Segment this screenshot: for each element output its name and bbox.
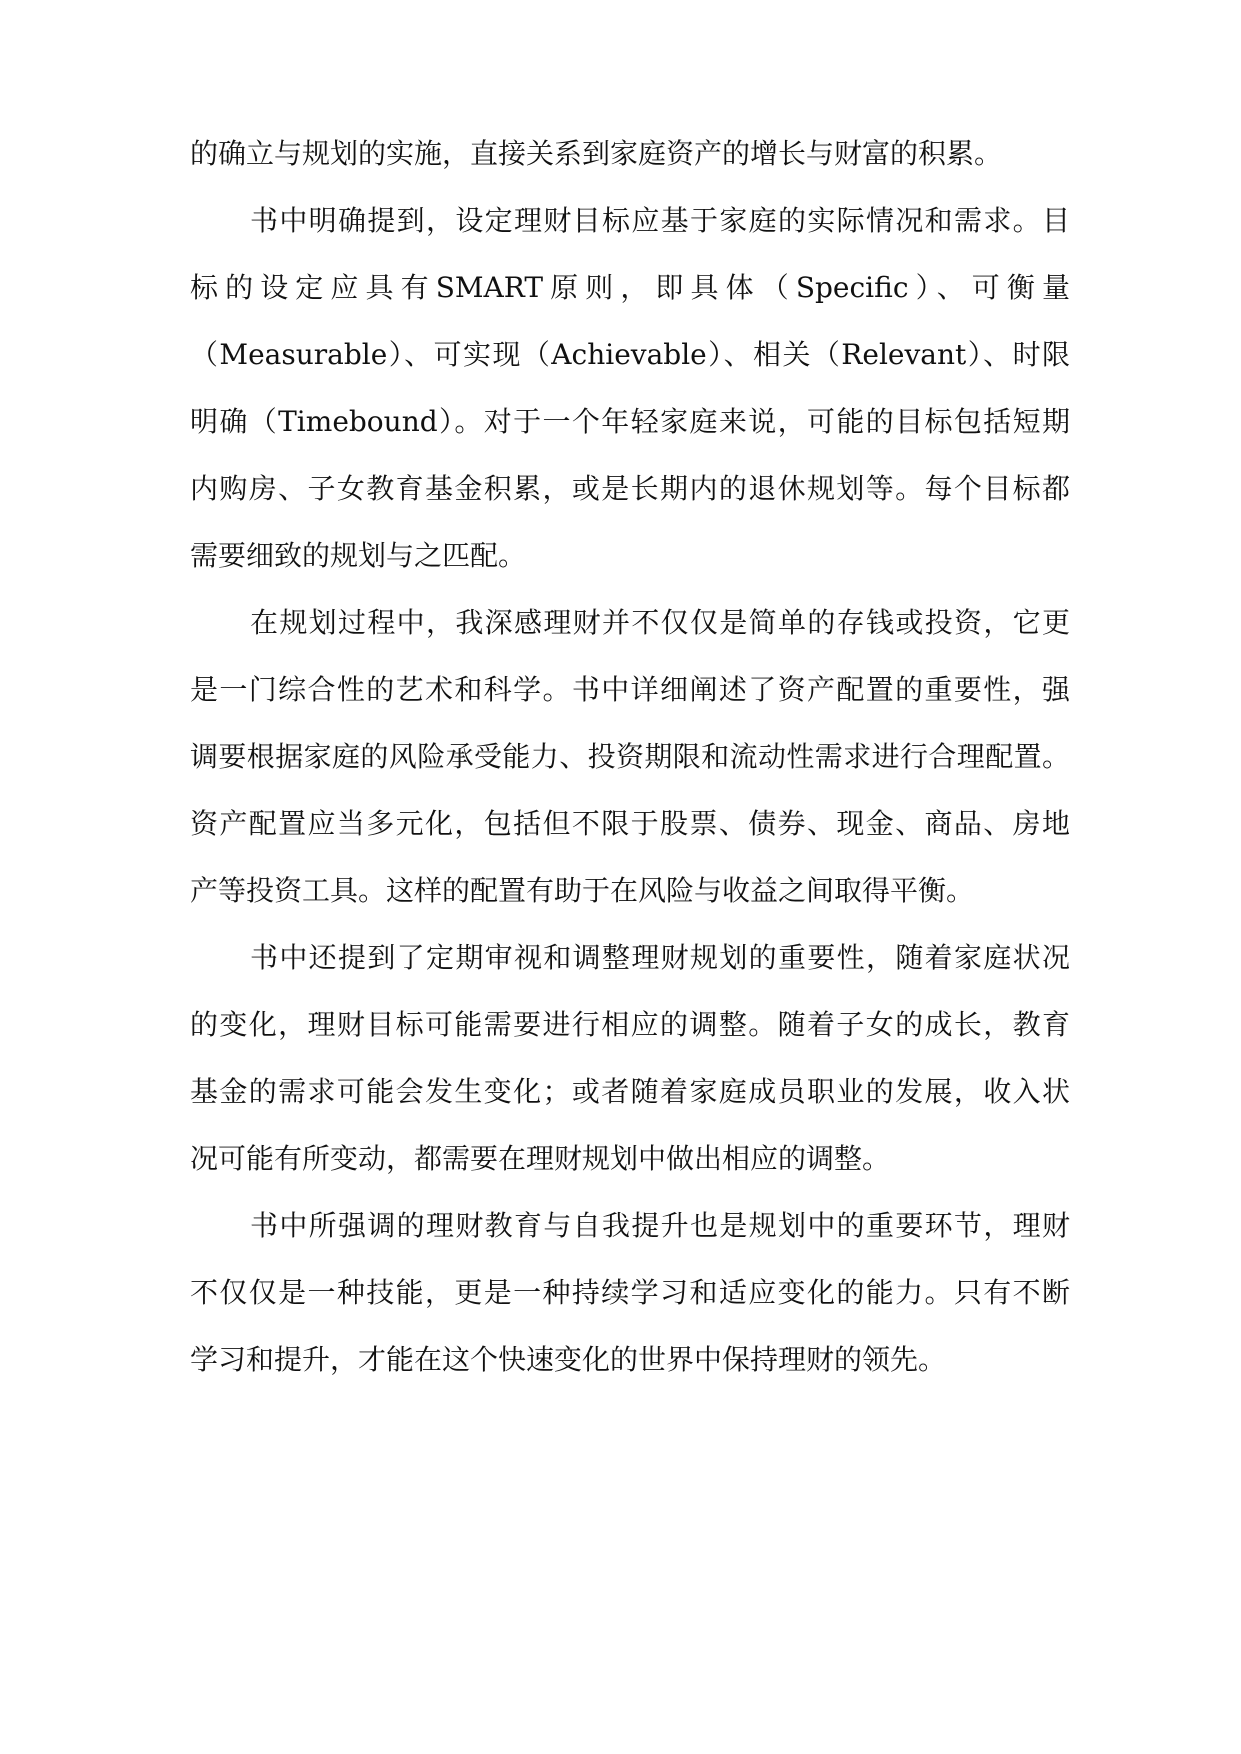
paragraph-line: 书中所强调的理财教育与自我提升也是规划中的重要环节，理财 <box>250 1209 1070 1242</box>
paragraph-line: 书中还提到了定期审视和调整理财规划的重要性，随着家庭状况 <box>250 941 1070 974</box>
paragraph-line: 的确立与规划的实施，直接关系到家庭资产的增长与财富的积累。 <box>190 137 1003 170</box>
paragraph-line: 需要细致的规划与之匹配。 <box>190 539 527 572</box>
paragraph-line: 标的设定应具有SMART原则，即具体（Specific）、可衡量 <box>190 271 1070 304</box>
paragraph-line: 不仅仅是一种技能，更是一种持续学习和适应变化的能力。只有不断 <box>190 1276 1070 1309</box>
paragraph-line: 是一门综合性的艺术和科学。书中详细阐述了资产配置的重要性，强 <box>190 673 1070 706</box>
paragraph-line: 内购房、子女教育基金积累，或是长期内的退休规划等。每个目标都 <box>190 472 1070 505</box>
paragraph-line: （Measurable）、可实现（Achievable）、相关（Relevant）、时限 <box>190 338 1070 371</box>
paragraph-line: 资产配置应当多元化，包括但不限于股票、债券、现金、商品、房地 <box>190 807 1070 840</box>
paragraph-line: 在规划过程中，我深感理财并不仅仅是简单的存钱或投资，它更 <box>250 606 1070 639</box>
paragraph-line: 明确（Timebound）。对于一个年轻家庭来说，可能的目标包括短期 <box>190 405 1070 438</box>
paragraph-line: 的变化，理财目标可能需要进行相应的调整。随着子女的成长，教育 <box>190 1008 1070 1041</box>
paragraph-line: 学习和提升，才能在这个快速变化的世界中保持理财的领先。 <box>190 1343 947 1376</box>
paragraph-line: 书中明确提到，设定理财目标应基于家庭的实际情况和需求。目 <box>250 204 1070 237</box>
paragraph-line: 况可能有所变动，都需要在理财规划中做出相应的调整。 <box>190 1142 891 1175</box>
paragraph-line: 基金的需求可能会发生变化；或者随着家庭成员职业的发展，收入状 <box>190 1075 1070 1108</box>
paragraph-line: 调要根据家庭的风险承受能力、投资期限和流动性需求进行合理配置。 <box>190 740 1070 773</box>
paragraph-line: 产等投资工具。这样的配置有助于在风险与收益之间取得平衡。 <box>190 874 975 907</box>
